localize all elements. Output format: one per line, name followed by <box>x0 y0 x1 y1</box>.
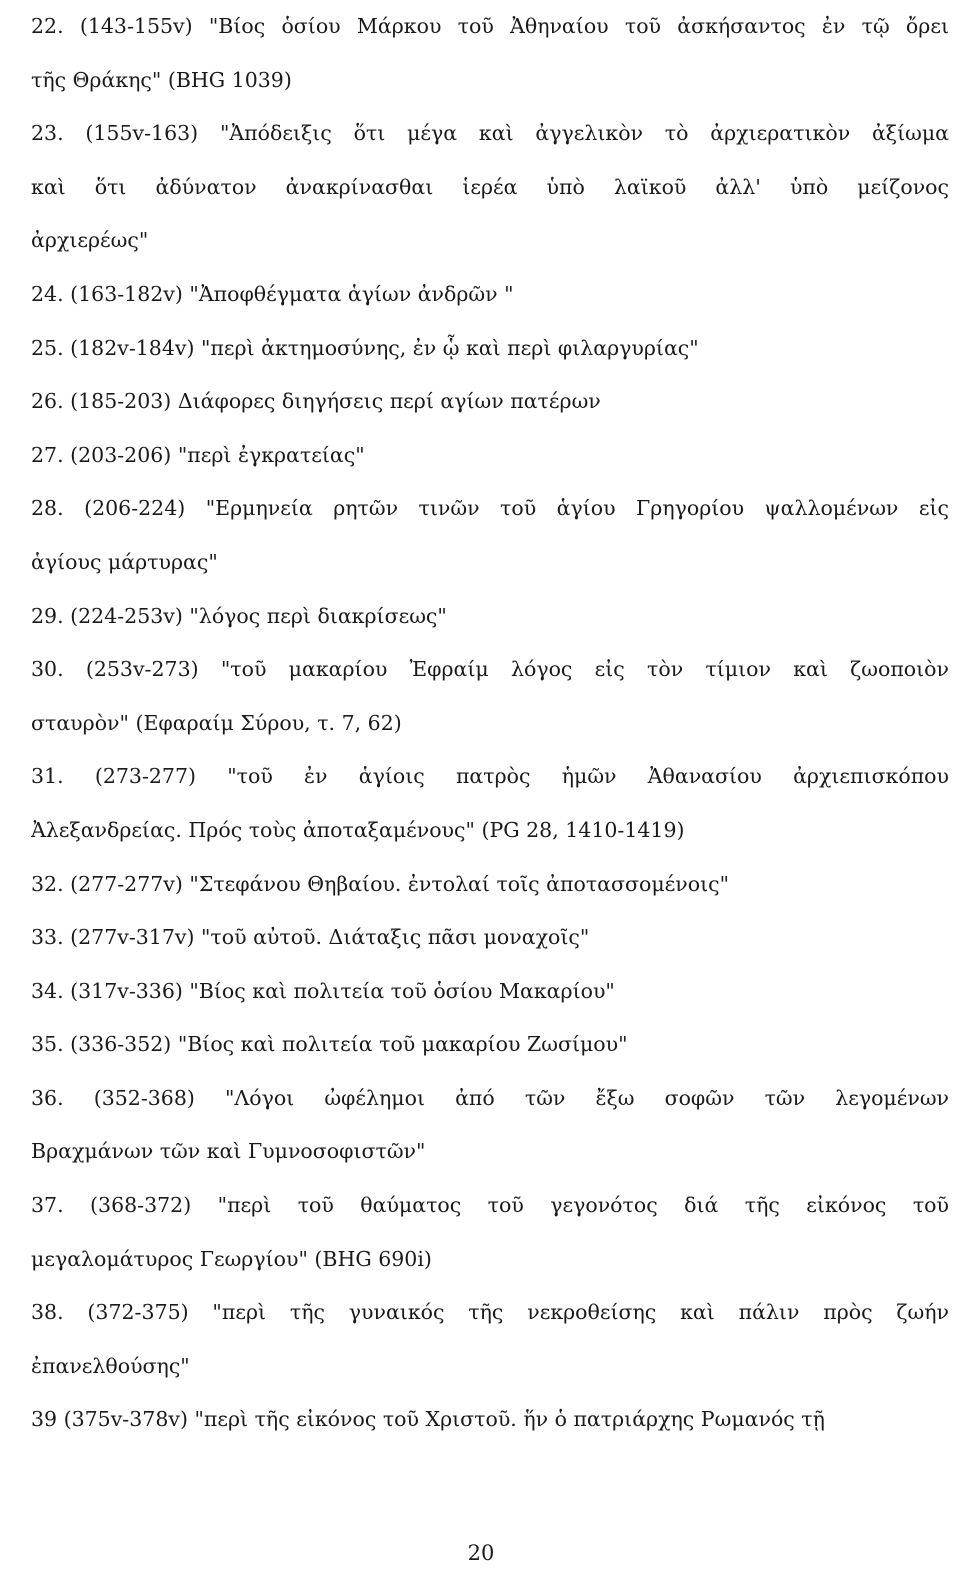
entry-line: 34. (317v-336) "Βίος καὶ πολιτεία τοῦ ὁσίου Μακαρίου" <box>31 978 615 1003</box>
entry-line: 29. (224-253v) "λόγος περὶ διακρίσεως" <box>31 603 447 628</box>
catalog-entry <box>31 429 949 483</box>
catalog-entry <box>31 965 949 1019</box>
entry-line: καὶ ὅτι ἀδύνατον ἀνακρίνασθαι ἱερέα ὑπὸ λαϊκοῦ ἀλλ' ὑπὸ μείζονος <box>31 174 949 199</box>
catalog-entry <box>31 322 949 376</box>
entry-line: ἀρχιερέως" <box>31 228 149 253</box>
entry-line: Ἀλεξανδρείας. Πρός τοὺς ἀποταξαμένους" (PG 28, 1410-1419) <box>31 817 685 842</box>
catalog-entry <box>31 107 949 268</box>
entry-line: Βραχμάνων τῶν καὶ Γυμνοσοφιστῶν" <box>31 1139 426 1164</box>
entry-line: 36. (352-368) "Λόγοι ὠφέλημοι ἀπό τῶν ἔξω σοφῶν τῶν λεγομένων <box>31 1085 949 1110</box>
entry-line: 38. (372-375) "περὶ τῆς γυναικός τῆς νεκροθείσης καὶ πάλιν πρὸς ζωήν <box>31 1300 949 1325</box>
catalog-entry <box>31 1018 949 1072</box>
entry-line: 27. (203-206) "περὶ ἐγκρατείας" <box>31 442 365 467</box>
catalog-entry <box>31 1072 949 1179</box>
entry-line: μεγαλομάτυρος Γεωργίου" (BHG 690i) <box>31 1246 432 1271</box>
catalog-entry <box>31 911 949 965</box>
entry-line: 32. (277-277v) "Στεφάνου Θηβαίου. ἐντολαί τοῖς ἀποτασσομένοις" <box>31 871 730 896</box>
document-page <box>31 0 949 1583</box>
entry-line: 24. (163-182v) "Ἀποφθέγματα ἁγίων ἀνδρῶν " <box>31 281 514 306</box>
entry-line: 33. (277v-317v) "τοῦ αὐτοῦ. Διάταξις πᾶσι μοναχοῖς" <box>31 925 590 950</box>
catalog-entry <box>31 268 949 322</box>
entry-line: 37. (368-372) "περὶ τοῦ θαύματος τοῦ γεγονότος διά τῆς εἰκόνος τοῦ <box>31 1193 949 1218</box>
catalog-entry <box>31 750 949 857</box>
entry-line: 28. (206-224) "Ερμηνεία ρητῶν τινῶν τοῦ ἁγίου Γρηγορίου ψαλλομένων εἰς <box>31 496 949 521</box>
catalog-entry <box>31 590 949 644</box>
entry-line: 22. (143-155v) "Βίος ὁσίου Μάρκου τοῦ Ἀθηναίου τοῦ ἀσκήσαντος ἐν τῷ ὄρει <box>31 14 949 38</box>
entry-line: 23. (155v-163) "Ἀπόδειξις ὅτι μέγα καὶ ἀγγελικὸν τὸ ἀρχιερατικὸν ἀξίωμα <box>31 121 949 146</box>
page-number: 20 <box>467 1541 495 1565</box>
entry-line: 31. (273-277) "τοῦ ἐν ἁγίοις πατρὸς ἡμῶν Ἀθανασίου ἀρχιεπισκόπου <box>31 764 949 789</box>
entry-line: 25. (182v-184v) "περὶ ἀκτημοσύνης, ἐν ᾧ καὶ περὶ φιλαργυρίας" <box>31 335 699 360</box>
catalog-entry <box>31 858 949 912</box>
entry-line: ἁγίους μάρτυρας" <box>31 549 218 574</box>
manuscript-contents-list <box>31 0 949 1447</box>
catalog-entry <box>31 1286 949 1393</box>
catalog-entry <box>31 1393 949 1447</box>
entry-line: 30. (253v-273) "τοῦ μακαρίου Ἐφραίμ λόγος εἰς τὸν τίμιον καὶ ζωοποιὸν <box>31 657 949 682</box>
entry-line: ἐπανελθούσης" <box>31 1353 190 1378</box>
catalog-entry <box>31 375 949 429</box>
catalog-entry <box>31 1179 949 1286</box>
entry-line: 39 (375v-378v) "περὶ τῆς εἰκόνος τοῦ Χριστοῦ. ἥν ὁ πατριάρχης Ρωμανός τῇ <box>31 1407 825 1432</box>
entry-line: 35. (336-352) "Βίος καὶ πολιτεία τοῦ μακαρίου Ζωσίμου" <box>31 1032 628 1057</box>
catalog-entry <box>31 482 949 589</box>
entry-line: σταυρὸν" (Εφαραίμ Σύρου, τ. 7, 62) <box>31 710 402 735</box>
entry-line: 26. (185-203) Διάφορες διηγήσεις περί αγίων πατέρων <box>31 389 601 414</box>
catalog-entry <box>31 0 949 107</box>
catalog-entry <box>31 643 949 750</box>
entry-line: τῆς Θράκης" (BHG 1039) <box>31 67 292 92</box>
